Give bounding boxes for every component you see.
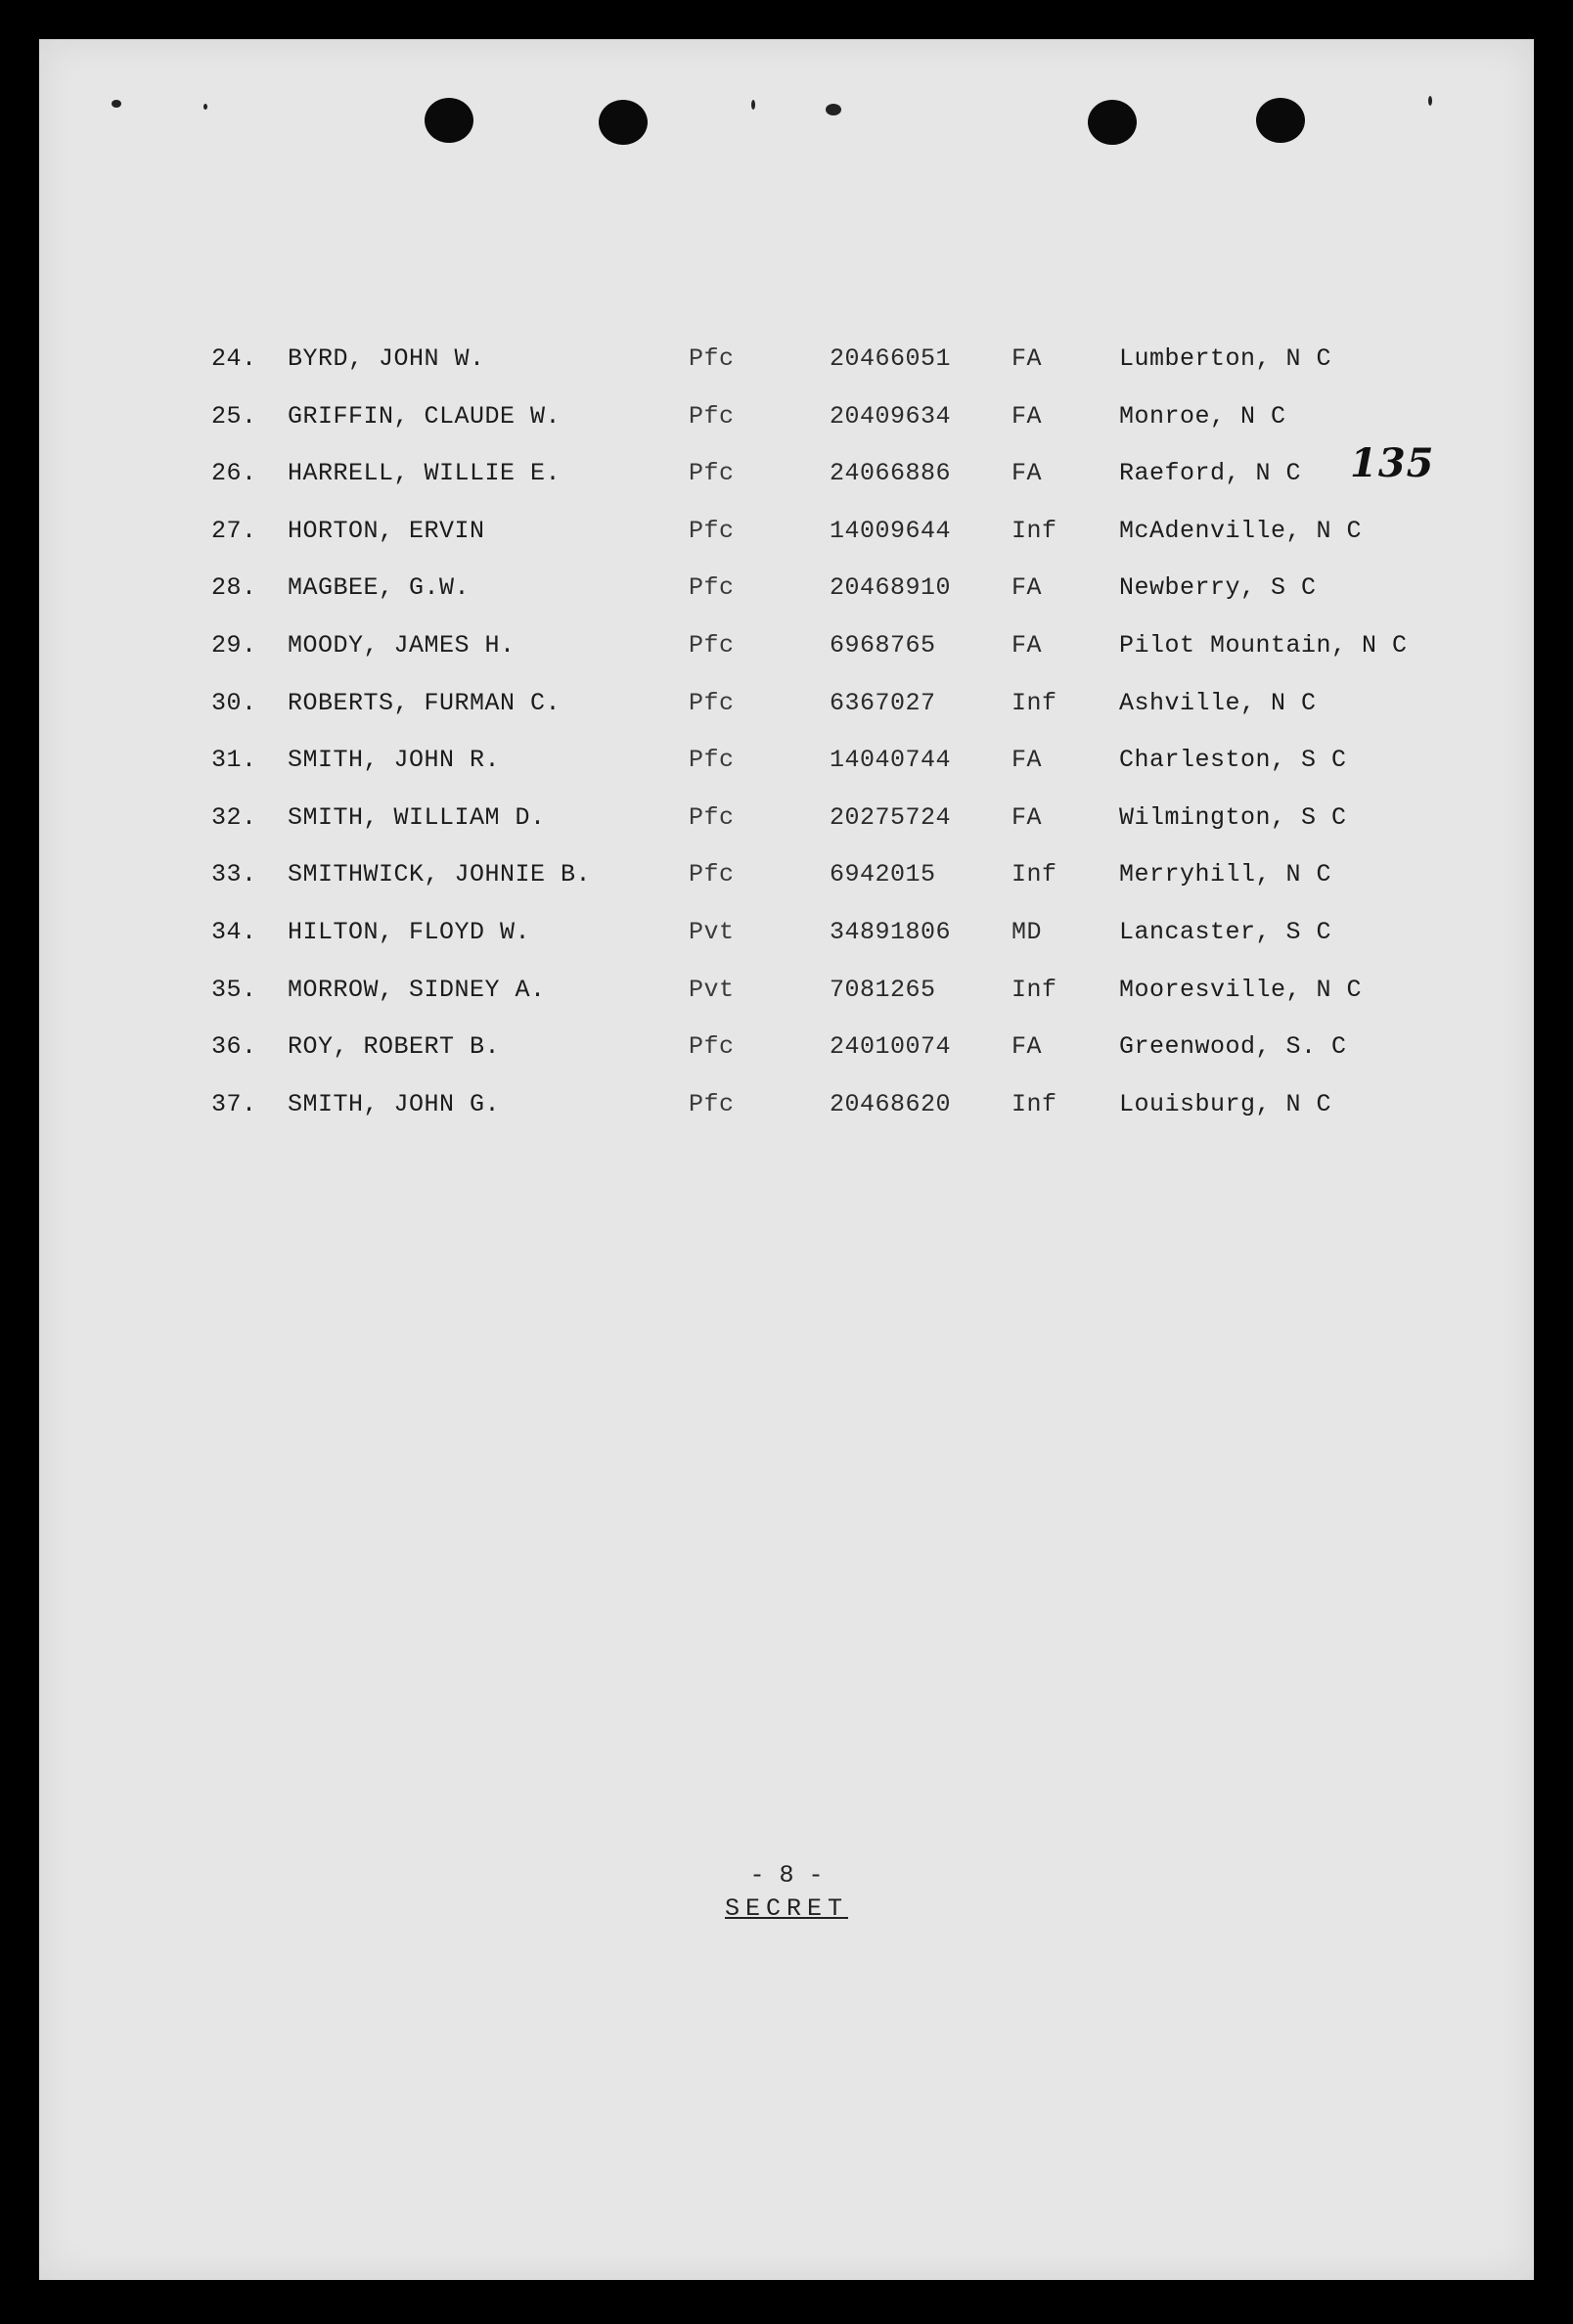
- ink-speck: [1428, 96, 1432, 106]
- table-row: [39, 803, 1534, 843]
- soldier-name: SMITHWICK, JOHNIE B.: [288, 860, 592, 889]
- branch-of-service: FA: [1011, 803, 1043, 832]
- entry-number: 37.: [211, 1090, 257, 1118]
- entry-number: 31.: [211, 746, 257, 774]
- rank: Pfc: [689, 746, 735, 774]
- serial-number: 24010074: [830, 1032, 952, 1061]
- hometown: Greenwood, S. C: [1119, 1032, 1347, 1061]
- soldier-name: MAGBEE, G.W.: [288, 573, 471, 602]
- entry-number: 33.: [211, 860, 257, 889]
- soldier-name: GRIFFIN, CLAUDE W.: [288, 402, 562, 431]
- rank: Pfc: [689, 860, 735, 889]
- ink-speck: [826, 104, 841, 115]
- branch-of-service: Inf: [1011, 1090, 1057, 1118]
- hometown: Newberry, S C: [1119, 573, 1317, 602]
- rank: Pfc: [689, 573, 735, 602]
- table-row: [39, 517, 1534, 556]
- branch-of-service: FA: [1011, 402, 1043, 431]
- rank: Pfc: [689, 517, 735, 545]
- rank: Pvt: [689, 976, 735, 1004]
- punch-hole: [1088, 100, 1137, 145]
- punch-hole: [1256, 98, 1305, 143]
- serial-number: 20409634: [830, 402, 952, 431]
- soldier-name: MORROW, SIDNEY A.: [288, 976, 546, 1004]
- hometown: Charleston, S C: [1119, 746, 1347, 774]
- branch-of-service: Inf: [1011, 860, 1057, 889]
- table-row: [39, 402, 1534, 441]
- soldier-name: ROY, ROBERT B.: [288, 1032, 501, 1061]
- hometown: Louisburg, N C: [1119, 1090, 1332, 1118]
- rank: Pvt: [689, 918, 735, 946]
- table-row: [39, 860, 1534, 899]
- table-row: [39, 689, 1534, 728]
- serial-number: 24066886: [830, 459, 952, 487]
- table-row: [39, 976, 1534, 1015]
- table-row: [39, 746, 1534, 785]
- soldier-name: HARRELL, WILLIE E.: [288, 459, 562, 487]
- hometown: Lancaster, S C: [1119, 918, 1332, 946]
- branch-of-service: Inf: [1011, 689, 1057, 717]
- serial-number: 20275724: [830, 803, 952, 832]
- hometown: Lumberton, N C: [1119, 344, 1332, 373]
- table-row: [39, 631, 1534, 670]
- rank: Pfc: [689, 689, 735, 717]
- serial-number: 6968765: [830, 631, 936, 660]
- branch-of-service: Inf: [1011, 976, 1057, 1004]
- serial-number: 14040744: [830, 746, 952, 774]
- entry-number: 26.: [211, 459, 257, 487]
- entry-number: 36.: [211, 1032, 257, 1061]
- soldier-name: MOODY, JAMES H.: [288, 631, 516, 660]
- document-page: [39, 39, 1534, 2280]
- entry-number: 24.: [211, 344, 257, 373]
- table-row: [39, 344, 1534, 384]
- branch-of-service: FA: [1011, 344, 1043, 373]
- hometown: McAdenville, N C: [1119, 517, 1363, 545]
- soldier-name: SMITH, JOHN R.: [288, 746, 501, 774]
- entry-number: 35.: [211, 976, 257, 1004]
- serial-number: 14009644: [830, 517, 952, 545]
- serial-number: 6367027: [830, 689, 936, 717]
- branch-of-service: FA: [1011, 459, 1043, 487]
- hometown: Pilot Mountain, N C: [1119, 631, 1408, 660]
- rank: Pfc: [689, 1032, 735, 1061]
- branch-of-service: FA: [1011, 631, 1043, 660]
- rank: Pfc: [689, 344, 735, 373]
- ink-speck: [112, 100, 121, 108]
- rank: Pfc: [689, 803, 735, 832]
- entry-number: 32.: [211, 803, 257, 832]
- table-row: [39, 1032, 1534, 1071]
- rank: Pfc: [689, 402, 735, 431]
- hometown: Wilmington, S C: [1119, 803, 1347, 832]
- soldier-name: HORTON, ERVIN: [288, 517, 485, 545]
- table-row: [39, 918, 1534, 957]
- rank: Pfc: [689, 1090, 735, 1118]
- serial-number: 7081265: [830, 976, 936, 1004]
- page-number: - 8 -: [749, 1861, 824, 1890]
- punch-hole: [599, 100, 648, 145]
- soldier-name: SMITH, JOHN G.: [288, 1090, 501, 1118]
- rank: Pfc: [689, 459, 735, 487]
- hometown: Ashville, N C: [1119, 689, 1317, 717]
- entry-number: 25.: [211, 402, 257, 431]
- serial-number: 34891806: [830, 918, 952, 946]
- branch-of-service: FA: [1011, 1032, 1043, 1061]
- soldier-name: BYRD, JOHN W.: [288, 344, 485, 373]
- branch-of-service: FA: [1011, 746, 1043, 774]
- branch-of-service: FA: [1011, 573, 1043, 602]
- serial-number: 6942015: [830, 860, 936, 889]
- ink-speck: [751, 100, 755, 110]
- hometown: Monroe, N C: [1119, 402, 1286, 431]
- entry-number: 27.: [211, 517, 257, 545]
- entry-number: 34.: [211, 918, 257, 946]
- rank: Pfc: [689, 631, 735, 660]
- branch-of-service: Inf: [1011, 517, 1057, 545]
- soldier-name: HILTON, FLOYD W.: [288, 918, 531, 946]
- serial-number: 20468620: [830, 1090, 952, 1118]
- punch-hole: [425, 98, 473, 143]
- soldier-name: ROBERTS, FURMAN C.: [288, 689, 562, 717]
- ink-speck: [203, 104, 207, 110]
- serial-number: 20468910: [830, 573, 952, 602]
- serial-number: 20466051: [830, 344, 952, 373]
- folio-stamp: 135: [1350, 440, 1435, 486]
- entry-number: 30.: [211, 689, 257, 717]
- classification-marking: SECRET: [724, 1894, 848, 1923]
- branch-of-service: MD: [1011, 918, 1043, 946]
- hometown: Mooresville, N C: [1119, 976, 1363, 1004]
- entry-number: 29.: [211, 631, 257, 660]
- entry-number: 28.: [211, 573, 257, 602]
- table-row: [39, 573, 1534, 613]
- table-row: [39, 1090, 1534, 1129]
- soldier-name: SMITH, WILLIAM D.: [288, 803, 546, 832]
- hometown: Merryhill, N C: [1119, 860, 1332, 889]
- table-row: [39, 459, 1534, 498]
- hometown: Raeford, N C: [1119, 459, 1302, 487]
